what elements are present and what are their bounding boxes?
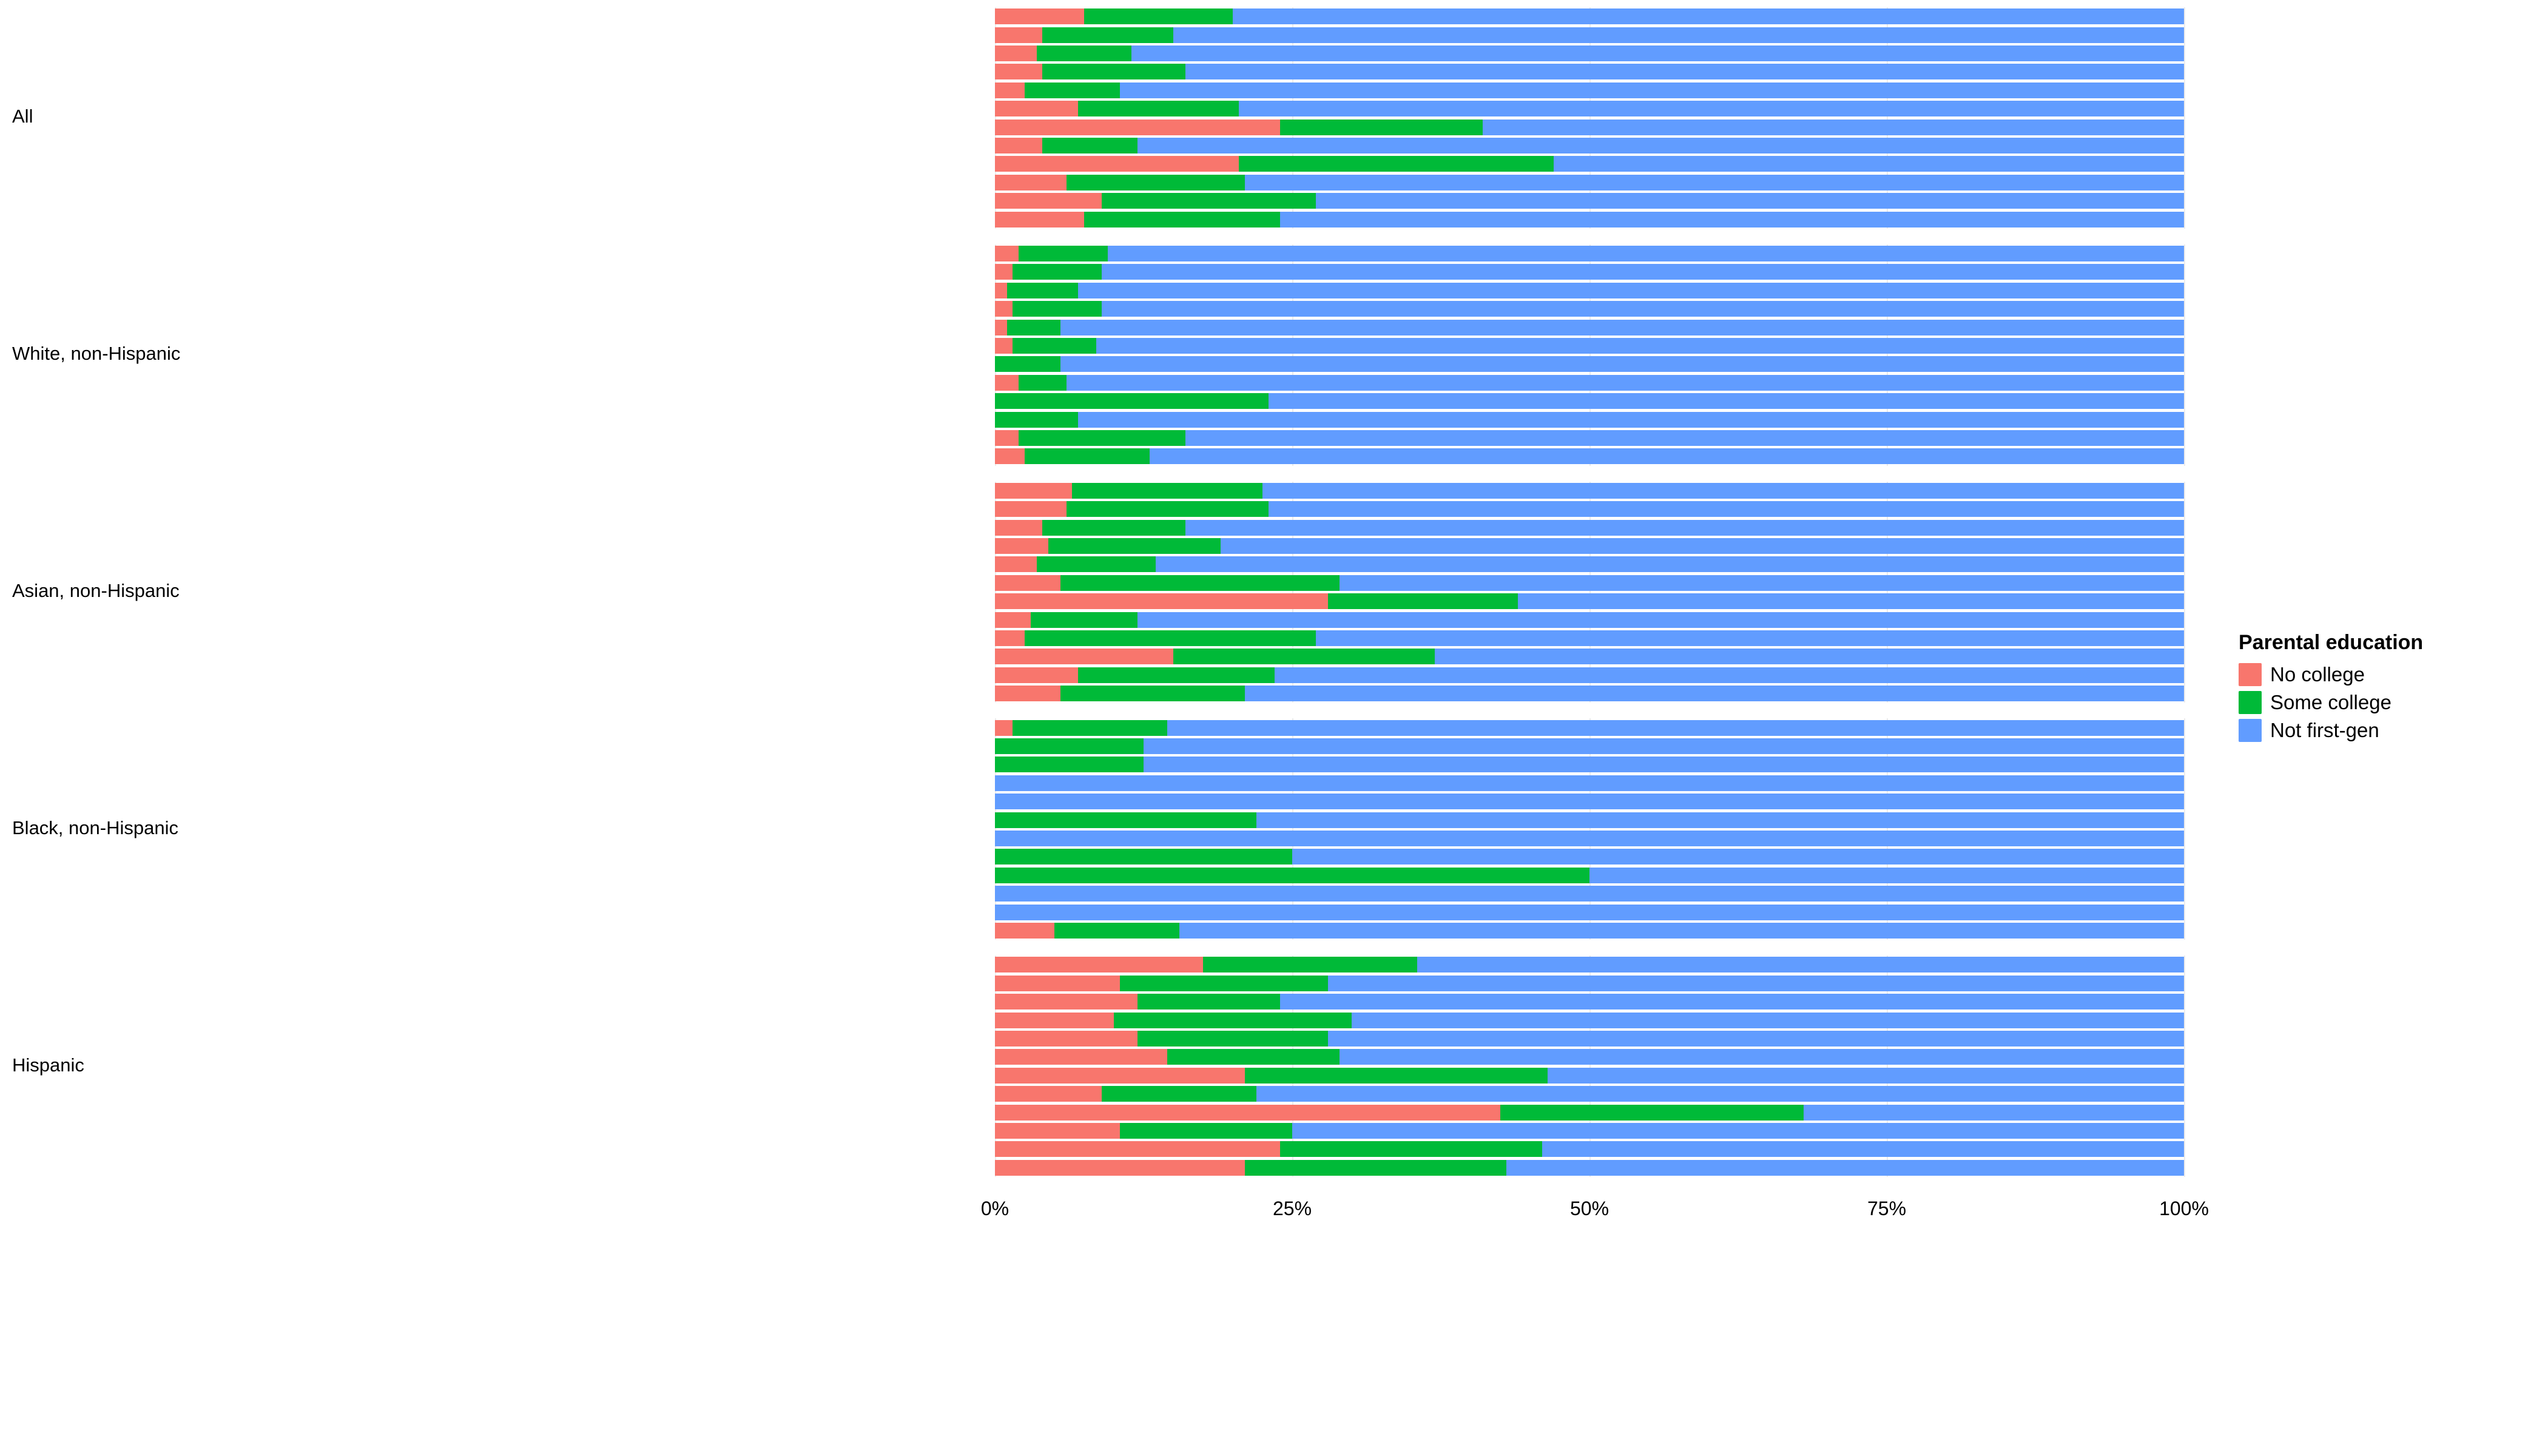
bar-segment — [995, 1049, 1167, 1065]
bar-segment — [1245, 1160, 1506, 1176]
bar-segment — [1316, 630, 2184, 646]
bar-segment — [1102, 193, 1316, 209]
stacked-bar — [995, 686, 2184, 701]
bar-segment — [1280, 1141, 1542, 1157]
bar-segment — [995, 120, 1280, 135]
legend-label: No college — [2270, 663, 2365, 686]
bar-segment — [1542, 1141, 2184, 1157]
facet-label: Hispanic — [12, 1054, 84, 1076]
stacked-bar — [995, 1031, 2184, 1046]
bar-segment — [1269, 501, 2184, 517]
facet-panel — [995, 956, 2184, 1177]
x-axis-tick-label: 75% — [1867, 1198, 1907, 1219]
legend-label: Some college — [2270, 691, 2391, 713]
bar-segment — [1518, 593, 2184, 609]
bar-segment — [995, 556, 1037, 572]
bar-segment — [995, 501, 1067, 517]
bar-segment — [995, 138, 1042, 153]
bar-segment — [995, 667, 1078, 683]
stacked-bar — [995, 757, 2184, 772]
bar-segment — [1340, 575, 2184, 591]
bar-segment — [995, 630, 1025, 646]
stacked-bar — [995, 994, 2184, 1009]
bar-segment — [1239, 156, 1554, 172]
bar-segment — [1179, 923, 2184, 939]
bar-segment — [1483, 120, 2184, 135]
bar-segment — [1548, 1068, 2184, 1084]
bar-segment — [995, 868, 1589, 883]
stacked-bar — [995, 1105, 2184, 1121]
stacked-bar — [995, 667, 2184, 683]
stacked-bar — [995, 775, 2184, 791]
stacked-bar — [995, 246, 2184, 261]
bar-segment — [1500, 1105, 1804, 1121]
bar-segment — [1167, 1049, 1340, 1065]
bar-segment — [995, 448, 1025, 464]
bar-segment — [995, 794, 2184, 809]
bar-segment — [1108, 246, 2184, 261]
bar-segment — [995, 994, 1138, 1009]
stacked-bar — [995, 556, 2184, 572]
bar-segment — [1078, 101, 1239, 116]
bar-segment — [995, 412, 1078, 428]
stacked-bar — [995, 501, 2184, 517]
bar-segment — [1078, 667, 1274, 683]
stacked-bar — [995, 264, 2184, 280]
bar-segment — [995, 1068, 1245, 1084]
bar-segment — [995, 1031, 1138, 1046]
bar-segment — [1019, 246, 1108, 261]
bar-segment — [1506, 1160, 2184, 1176]
stacked-bar — [995, 283, 2184, 298]
bar-segment — [995, 375, 1019, 391]
facet-label: Asian, non-Hispanic — [12, 580, 180, 601]
bar-segment — [995, 483, 1072, 499]
bar-segment — [995, 27, 1042, 43]
bar-segment — [1060, 320, 2184, 335]
stacked-bar — [995, 46, 2184, 61]
x-axis-tick-label: 25% — [1272, 1198, 1312, 1219]
stacked-bar — [995, 794, 2184, 809]
facet-panel — [995, 7, 2184, 229]
legend-item[interactable] — [2239, 663, 2423, 686]
bar-segment — [1042, 64, 1185, 79]
bar-segment — [1096, 338, 2184, 354]
bar-segment — [1019, 375, 1066, 391]
bar-segment — [1060, 356, 2184, 372]
bar-segment — [1007, 320, 1060, 335]
bar-segment — [995, 538, 1048, 554]
bar-segment — [995, 175, 1067, 190]
facet-label: Black, non-Hispanic — [12, 817, 178, 838]
bar-segment — [1102, 301, 2184, 317]
facet-label: All — [12, 106, 33, 127]
stacked-bar — [995, 1049, 2184, 1065]
bar-segment — [1292, 849, 2184, 864]
bar-segment — [995, 886, 2184, 902]
bar-segment — [995, 905, 2184, 920]
bar-segment — [1031, 612, 1138, 628]
bar-segment — [1328, 976, 2184, 991]
bar-segment — [1239, 101, 2184, 116]
stacked-bar — [995, 720, 2184, 736]
gridline — [2184, 482, 2185, 703]
bar-segment — [1042, 27, 1173, 43]
legend-item[interactable] — [2239, 719, 2423, 742]
bar-segment — [1084, 212, 1280, 228]
stacked-bar — [995, 1086, 2184, 1102]
stacked-bar — [995, 375, 2184, 391]
stacked-bar — [995, 649, 2184, 664]
bar-segment — [995, 686, 1060, 701]
bar-segment — [995, 923, 1054, 939]
bar-segment — [1328, 1031, 2184, 1046]
bar-segment — [1352, 1013, 2184, 1028]
gridline — [2184, 718, 2185, 940]
bar-segment — [1019, 430, 1185, 446]
bar-segment — [995, 64, 1042, 79]
bar-segment — [995, 757, 1144, 772]
bar-segment — [995, 338, 1013, 354]
bar-segment — [1280, 994, 2184, 1009]
bar-segment — [995, 264, 1013, 280]
bar-segment — [995, 246, 1019, 261]
bar-segment — [1144, 757, 2184, 772]
bar-segment — [1256, 812, 2184, 828]
stacked-bar — [995, 430, 2184, 446]
bar-segment — [995, 1105, 1500, 1121]
bar-segment — [995, 430, 1019, 446]
gridline — [2184, 956, 2185, 1177]
bar-segment — [1167, 720, 2184, 736]
bar-segment — [1328, 593, 1518, 609]
stacked-bar — [995, 212, 2184, 228]
bar-segment — [995, 775, 2184, 791]
stacked-bar — [995, 868, 2184, 883]
bar-segment — [995, 1086, 1102, 1102]
legend-key-swatch — [2239, 719, 2262, 742]
stacked-bar — [995, 301, 2184, 317]
bar-segment — [1245, 1068, 1548, 1084]
bar-segment — [1173, 27, 2184, 43]
bar-segment — [995, 1013, 1114, 1028]
bar-segment — [995, 156, 1239, 172]
legend-key-swatch — [2239, 691, 2262, 714]
bar-segment — [1256, 1086, 2184, 1102]
legend — [2239, 631, 2423, 747]
bar-segment — [1156, 556, 2184, 572]
bar-segment — [1275, 667, 2184, 683]
stacked-bar — [995, 1141, 2184, 1157]
bar-segment — [1072, 483, 1262, 499]
bar-segment — [995, 301, 1013, 317]
x-axis-tick-label: 50% — [1569, 1198, 1609, 1219]
bar-segment — [995, 720, 1013, 736]
bar-segment — [995, 1141, 1280, 1157]
bar-segment — [1280, 212, 2184, 228]
bar-segment — [995, 520, 1042, 536]
bar-segment — [995, 101, 1078, 116]
bar-segment — [1245, 175, 2184, 190]
bar-segment — [1120, 83, 2184, 98]
stacked-bar — [995, 193, 2184, 209]
stacked-bar — [995, 101, 2184, 116]
bar-segment — [1233, 8, 2184, 24]
stacked-bar — [995, 64, 2184, 79]
legend-title: Parental education — [2239, 631, 2424, 654]
stacked-bar — [995, 356, 2184, 372]
stacked-bar — [995, 812, 2184, 828]
bar-segment — [1138, 994, 1280, 1009]
bar-segment — [1102, 1086, 1256, 1102]
bar-segment — [1262, 483, 2184, 499]
bar-segment — [1203, 957, 1417, 972]
bar-segment — [1120, 1123, 1292, 1139]
bar-segment — [1102, 264, 2184, 280]
bar-segment — [1013, 301, 1102, 317]
stacked-bar — [995, 8, 2184, 24]
bar-segment — [1589, 868, 2184, 883]
stacked-bar — [995, 905, 2184, 920]
bar-segment — [1084, 8, 1233, 24]
bar-segment — [1054, 923, 1179, 939]
stacked-bar — [995, 923, 2184, 939]
facet-label: White, non-Hispanic — [12, 343, 181, 365]
gridline — [2184, 244, 2185, 466]
stacked-bar — [995, 976, 2184, 991]
stacked-bar — [995, 138, 2184, 153]
stacked-bar — [995, 849, 2184, 864]
bar-segment — [1013, 264, 1102, 280]
bar-segment — [1144, 738, 2184, 754]
bar-segment — [1025, 630, 1316, 646]
stacked-bar — [995, 393, 2184, 409]
bar-segment — [1120, 976, 1328, 991]
bar-segment — [1025, 448, 1150, 464]
gridline — [2184, 7, 2185, 229]
stacked-bar — [995, 957, 2184, 972]
bar-segment — [995, 83, 1025, 98]
bar-segment — [1131, 46, 2184, 61]
bar-segment — [1269, 393, 2184, 409]
bar-segment — [1280, 120, 1482, 135]
stacked-bar — [995, 612, 2184, 628]
bar-segment — [1138, 1031, 1328, 1046]
stacked-bar — [995, 1068, 2184, 1084]
bar-segment — [1042, 520, 1185, 536]
bar-segment — [1037, 46, 1132, 61]
bar-segment — [1067, 175, 1245, 190]
legend-item[interactable] — [2239, 691, 2423, 714]
legend-label: Not first-gen — [2270, 719, 2379, 741]
stacked-bar — [995, 412, 2184, 428]
bar-segment — [995, 649, 1173, 664]
bar-segment — [995, 212, 1084, 228]
bar-segment — [995, 575, 1060, 591]
bar-segment — [1067, 375, 2184, 391]
bar-segment — [1114, 1013, 1352, 1028]
stacked-bar — [995, 630, 2184, 646]
x-axis-tick-label: 100% — [2159, 1198, 2209, 1219]
bar-segment — [995, 393, 1269, 409]
stacked-bar — [995, 1160, 2184, 1176]
stacked-bar — [995, 538, 2184, 554]
bar-segment — [995, 849, 1292, 864]
bar-segment — [995, 356, 1060, 372]
bar-segment — [1025, 83, 1120, 98]
bar-segment — [1804, 1105, 2184, 1121]
bar-segment — [995, 1123, 1120, 1139]
bar-segment — [995, 957, 1203, 972]
bar-segment — [1060, 686, 1245, 701]
bar-segment — [995, 738, 1144, 754]
stacked-bar — [995, 1123, 2184, 1139]
bar-segment — [995, 1160, 1245, 1176]
bar-segment — [995, 46, 1037, 61]
bar-segment — [1067, 501, 1269, 517]
bar-segment — [995, 976, 1120, 991]
stacked-bar — [995, 83, 2184, 98]
bar-segment — [1173, 649, 1435, 664]
stacked-bar — [995, 156, 2184, 172]
stacked-bar — [995, 483, 2184, 499]
bar-segment — [1138, 138, 2184, 153]
stacked-bar — [995, 1013, 2184, 1028]
bar-segment — [1340, 1049, 2184, 1065]
stacked-bar — [995, 575, 2184, 591]
bar-segment — [1150, 448, 2184, 464]
stacked-bar — [995, 175, 2184, 190]
stacked-bar — [995, 831, 2184, 846]
bar-segment — [995, 831, 2184, 846]
bar-segment — [1013, 338, 1096, 354]
bar-segment — [1435, 649, 2184, 664]
bar-segment — [1185, 520, 2184, 536]
bar-segment — [995, 283, 1007, 298]
stacked-bar — [995, 448, 2184, 464]
x-axis-tick-label: 0% — [980, 1198, 1009, 1219]
stacked-bar — [995, 120, 2184, 135]
stacked-bar — [995, 320, 2184, 335]
legend-key-swatch — [2239, 663, 2262, 686]
bar-segment — [995, 812, 1256, 828]
stacked-bar — [995, 886, 2184, 902]
bar-segment — [1060, 575, 1340, 591]
stacked-bar — [995, 520, 2184, 536]
stacked-bar — [995, 593, 2184, 609]
bar-segment — [1185, 64, 2184, 79]
bar-segment — [1221, 538, 2184, 554]
bar-segment — [1185, 430, 2184, 446]
bar-segment — [995, 193, 1102, 209]
bar-segment — [1048, 538, 1221, 554]
bar-segment — [1245, 686, 2184, 701]
bar-segment — [1013, 720, 1167, 736]
bar-segment — [995, 593, 1328, 609]
bar-segment — [1316, 193, 2184, 209]
bar-segment — [995, 612, 1031, 628]
bar-segment — [1007, 283, 1079, 298]
stacked-bar — [995, 738, 2184, 754]
bar-segment — [1417, 957, 2184, 972]
bar-segment — [1078, 412, 2184, 428]
legend-items — [2239, 663, 2423, 742]
bar-segment — [1042, 138, 1138, 153]
bar-segment — [1292, 1123, 2184, 1139]
bar-segment — [1037, 556, 1156, 572]
bar-segment — [1554, 156, 2184, 172]
bar-segment — [995, 8, 1084, 24]
bar-segment — [995, 320, 1007, 335]
facet-panel — [995, 244, 2184, 466]
bar-segment — [1078, 283, 2184, 298]
stacked-bar — [995, 338, 2184, 354]
stacked-bar — [995, 27, 2184, 43]
bar-segment — [1138, 612, 2184, 628]
facet-panel — [995, 718, 2184, 940]
facet-panel — [995, 482, 2184, 703]
